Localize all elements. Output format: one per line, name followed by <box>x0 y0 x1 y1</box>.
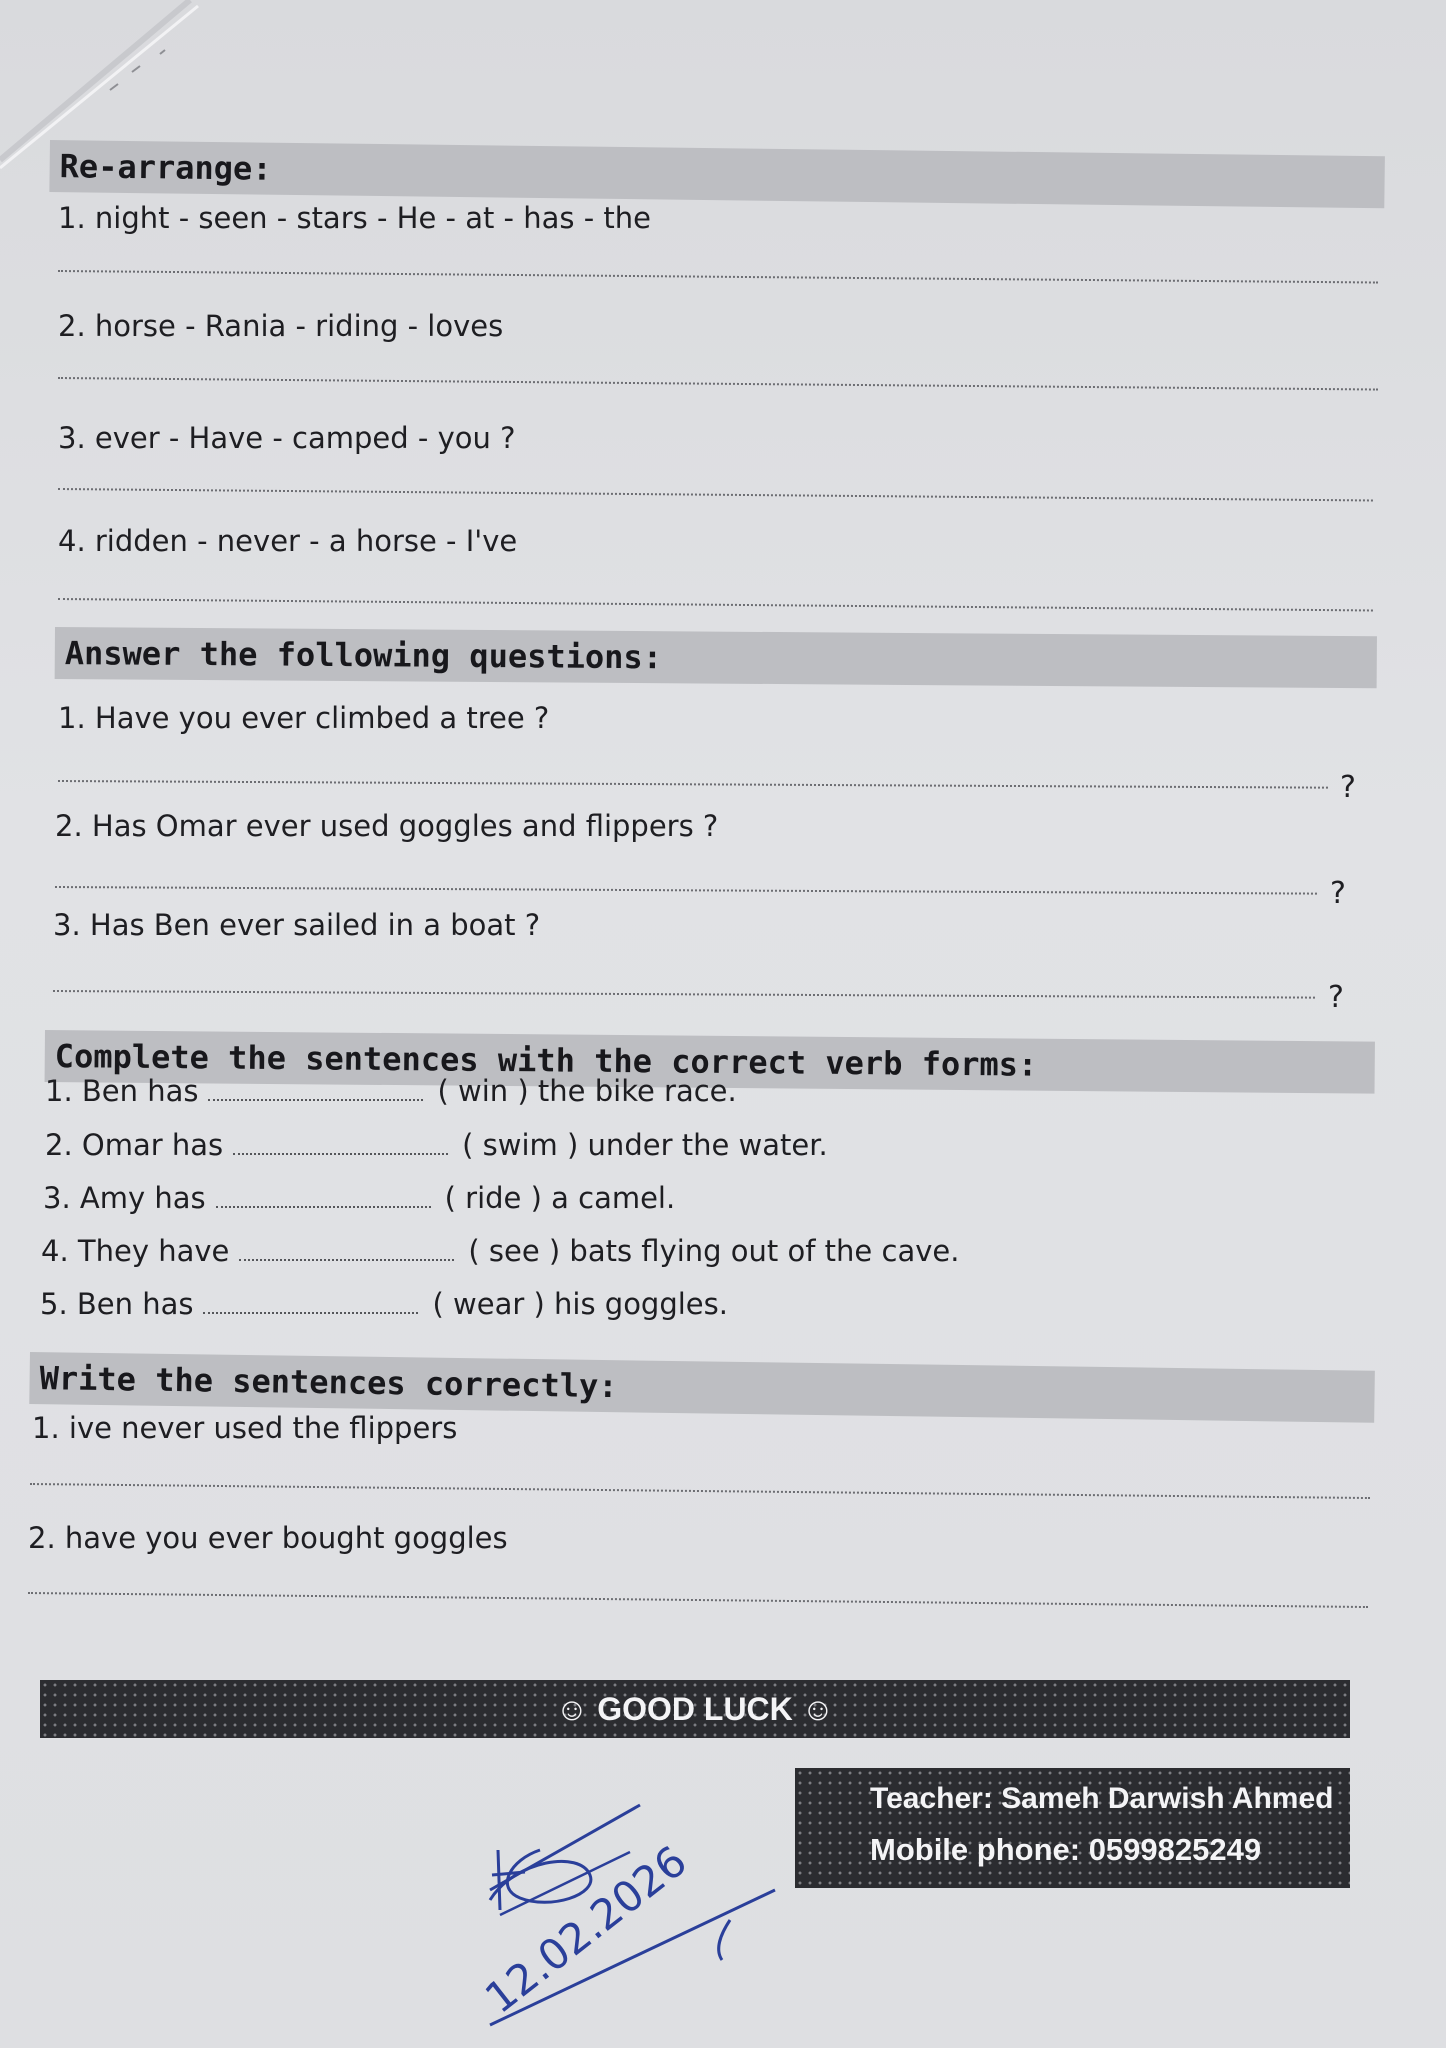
question-item-1: 1. Have you ever climbed a tree ? <box>58 701 550 735</box>
verb-item-4-end: ( see ) bats flying out of the cave. <box>468 1234 960 1268</box>
section-heading-questions: Answer the following questions: <box>55 627 1377 688</box>
correct-item-1: 1. ive never used the flippers <box>32 1411 458 1445</box>
section-heading-verbs: Complete the sentences with the correct verb forms: <box>45 1030 1375 1094</box>
question-item-2: 2. Has Omar ever used goggles and flippers ? <box>55 809 719 843</box>
rearrange-item-3: 3. ever - Have - camped - you ? <box>58 421 516 455</box>
section-heading-rearrange: Re-arrange: <box>49 140 1385 208</box>
verb-blank-1[interactable] <box>208 1099 423 1101</box>
verb-item-3 <box>43 1180 675 1216</box>
answer-line-rearrange-1[interactable] <box>58 270 1378 284</box>
answer-line-rearrange-4[interactable] <box>58 598 1373 611</box>
answer-line-question-2[interactable] <box>55 886 1317 895</box>
handwritten-signature-date <box>470 1780 810 2040</box>
correct-item-2: 2. have you ever bought goggles <box>28 1521 508 1555</box>
question-item-3: 3. Has Ben ever sailed in a boat ? <box>53 908 541 942</box>
question-mark-1: ? <box>1340 770 1356 805</box>
verb-blank-3[interactable] <box>216 1206 431 1208</box>
verb-item-5-end: ( wear ) his goggles. <box>432 1287 728 1321</box>
section-heading-correct: Write the sentences correctly: <box>29 1352 1375 1423</box>
answer-line-question-1[interactable] <box>58 780 1328 789</box>
verb-item-3-end: ( ride ) a camel. <box>444 1181 676 1215</box>
question-mark-3: ? <box>1328 980 1344 1015</box>
verb-item-3-start: 3. Amy has <box>43 1181 206 1215</box>
verb-blank-4[interactable] <box>239 1259 454 1261</box>
answer-line-correct-1[interactable] <box>30 1483 1370 1499</box>
verb-item-2-start: 2. Omar has <box>45 1128 224 1162</box>
answer-line-rearrange-3[interactable] <box>58 488 1373 501</box>
verb-item-1-start: 1. Ben has <box>45 1074 199 1108</box>
question-mark-2: ? <box>1330 876 1346 911</box>
rearrange-item-1: 1. night - seen - stars - He - at - has - the <box>58 201 651 235</box>
answer-line-question-3[interactable] <box>53 990 1315 999</box>
answer-line-rearrange-2[interactable] <box>58 377 1378 391</box>
verb-item-4 <box>41 1233 959 1269</box>
verb-item-5 <box>40 1286 728 1322</box>
signature-date: 12.02.2026 <box>475 1836 696 2023</box>
verb-item-4-start: 4. They have <box>41 1234 230 1268</box>
verb-item-2 <box>45 1127 828 1163</box>
verb-blank-2[interactable] <box>233 1153 448 1155</box>
verb-item-1 <box>45 1073 737 1109</box>
verb-item-1-end: ( win ) the bike race. <box>437 1074 737 1108</box>
teacher-info-box <box>795 1768 1350 1888</box>
good-luck-banner: ☺ GOOD LUCK ☺ <box>40 1680 1350 1738</box>
verb-item-2-end: ( swim ) under the water. <box>462 1128 828 1162</box>
rearrange-item-2: 2. horse - Rania - riding - loves <box>58 309 504 343</box>
teacher-name: Teacher: Sameh Darwish Ahmed <box>870 1782 1334 1815</box>
rearrange-item-4: 4. ridden - never - a horse - I've <box>58 524 518 558</box>
verb-item-5-start: 5. Ben has <box>40 1287 194 1321</box>
teacher-mobile: Mobile phone: 0599825249 <box>870 1832 1262 1867</box>
answer-line-correct-2[interactable] <box>28 1592 1368 1608</box>
verb-blank-5[interactable] <box>203 1312 418 1314</box>
